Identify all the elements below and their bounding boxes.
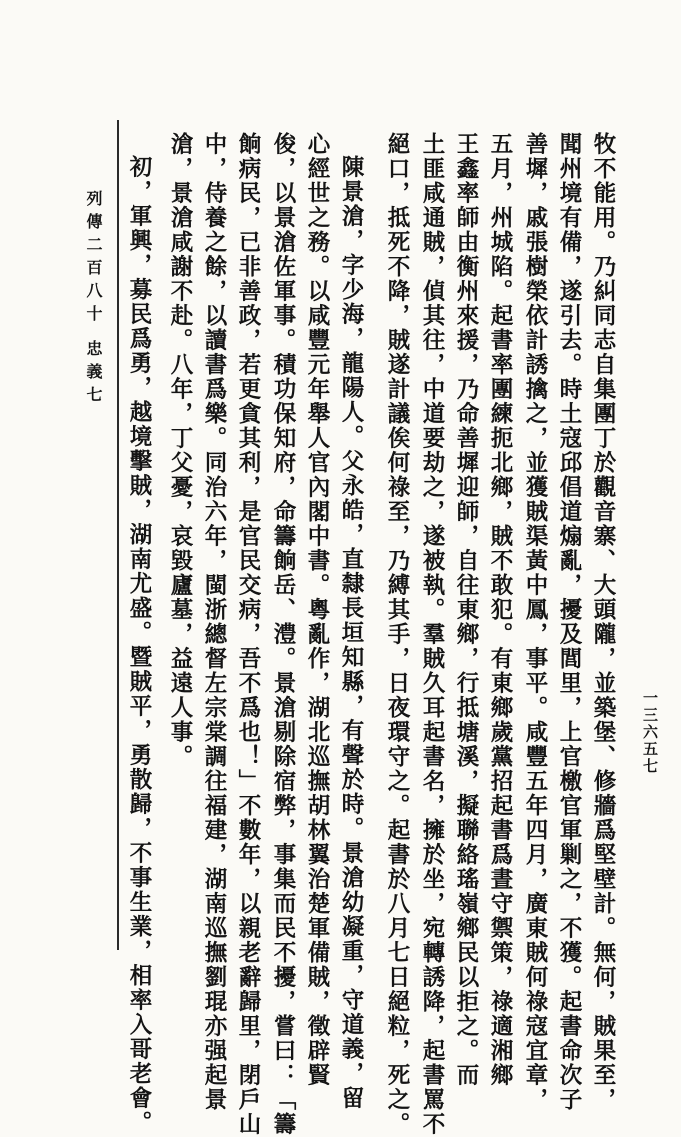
margin-title-right: 忠義七	[84, 340, 103, 409]
text-column: 滄，景滄咸謝不赴。八年，丁父憂，哀毀廬墓，益遠人事。	[167, 132, 193, 769]
text-column: 心經世之務。以咸豐元年舉人官內閣中書。粵亂作，湖北巡撫胡林翼治楚軍備賊，徵辟賢	[304, 132, 330, 1088]
text-column: 餉病民，已非善政，若更貪其利，是官民交病，吾不爲也！」不數年，以親老辭歸里，閉戶山	[235, 132, 261, 1137]
margin-title-left: 列傳二百八十	[84, 190, 103, 328]
text-column: 五月，州城陷。起書率團練扼北鄉，賊不敢犯。有東鄉歲黨招起書爲晝守禦策，祿適湘鄉	[487, 132, 513, 1088]
text-column: 聞州境有備，遂引去。時土寇邱倡道煽亂，擾及閭里，上官檄官軍剿之，不獲。起書命次子	[556, 132, 582, 1112]
text-column: 絕口，抵死不降，賊遂計議俟何祿至，乃縛其手，日夜環守之。起書於八月七日絕粒，死之。	[384, 132, 410, 1137]
page-number: 一三六五七	[641, 690, 659, 775]
text-column: 陳景滄，字少海，龍陽人。父永皓，直隸長垣知縣，有聲於時。景滄幼凝重，守道義，留	[338, 155, 364, 1111]
text-column: 中，侍養之餘，以讀書爲樂。同治六年，閩浙總督左宗棠調往福建，湖南巡撫劉琨亦强起景	[201, 132, 227, 1112]
text-column: 初，軍興，募民爲勇，越境擊賊，湖南尤盛。暨賊平，勇散歸，不事生業，相率入哥老會。	[126, 155, 152, 1135]
text-column: 土匪咸通賊，偵其往，中道要劫之，遂被執。羣賊久耳起書名，擁於坐，宛轉誘降，起書罵不	[419, 132, 445, 1137]
text-column: 善墀，戚張樹榮依計誘擒之，並獲賊渠黃中鳳，事平。咸豐五年四月，廣東賊何祿寇宜章，	[522, 132, 548, 1112]
text-column: 王鑫率師由衡州來援，乃命善墀迎師，自往東鄉，行抵塘溪，擬聯絡瑤嶺鄉民以拒之。而	[453, 132, 479, 1088]
text-column: 牧不能用。乃糾同志自集團丁於觀音寨、大頭隴，並築堡、修牆爲堅壁計。無何，賊果至，	[590, 132, 616, 1112]
text-column: 俊，以景滄佐軍事。積功保知府，命籌餉岳、澧。景滄剔除宿弊，事集而民不擾，嘗曰：「籌	[270, 132, 296, 1137]
margin-rule	[117, 120, 119, 950]
